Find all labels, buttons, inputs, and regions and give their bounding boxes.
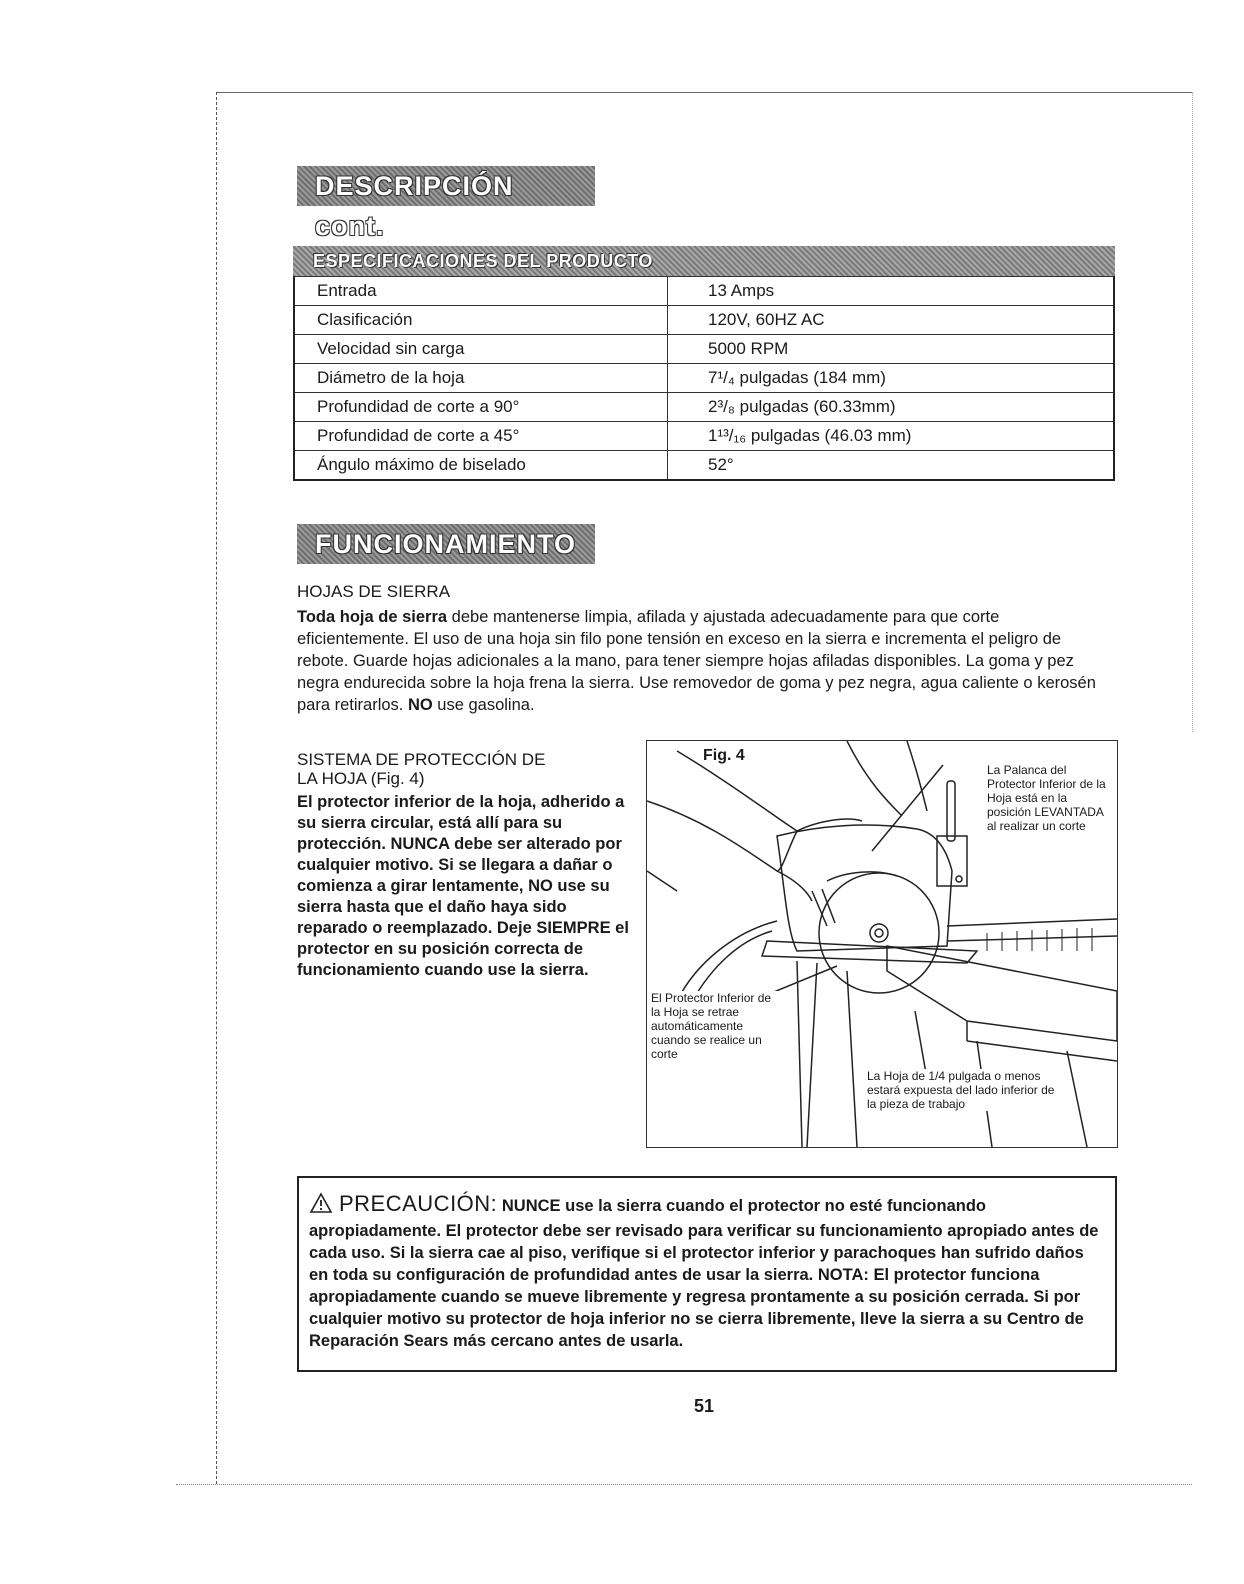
- page-number: 51: [694, 1396, 715, 1416]
- page-frame-left: [216, 92, 217, 1484]
- spec-label: Clasificación: [294, 306, 668, 335]
- spec-table-section: [293, 246, 1115, 481]
- page-frame-right: [1192, 92, 1193, 732]
- guard-title-line-2: LA HOJA (Fig. 4): [297, 769, 425, 788]
- caution-title: PRECAUCIÓN:: [339, 1191, 498, 1216]
- caption-lower-guard: El Protector Inferior de la Hoja se retrae automáticamente cuando se realice un corte: [651, 991, 779, 1061]
- table-row: [294, 364, 1114, 393]
- blades-heading: HOJAS DE SIERRA: [297, 582, 451, 601]
- table-row: [294, 393, 1114, 422]
- spec-table-header: ESPECIFICACIONES DEL PRODUCTO: [293, 246, 1115, 276]
- table-row: [294, 277, 1114, 306]
- operation-banner: FUNCIONAMIENTO: [297, 524, 595, 564]
- spec-value: 5000 RPM: [668, 335, 1115, 364]
- description-banner: DESCRIPCIÓN cont.: [297, 166, 595, 206]
- spec-value: 52°: [668, 451, 1115, 481]
- spec-value: 2³/₈ pulgadas (60.33mm): [668, 393, 1115, 422]
- spec-value: 13 Amps: [668, 277, 1115, 306]
- caution-box: [297, 1176, 1117, 1372]
- table-row: [294, 335, 1114, 364]
- spec-value: 7¹/₄ pulgadas (184 mm): [668, 364, 1115, 393]
- blades-lead: Toda hoja de sierra: [297, 608, 448, 626]
- caution-body: NUNCE use la sierra cuando el protector no esté funcionando apropiadamente. El protector debe ser revisado para verificar su funcionamiento apropiado antes de cada uso. Si la sierra cae al piso, verifique si el protector inferior y parachoques han sufrido daños en toda su configuración de profundidad antes de usar la sierra. NOTA: El protector funciona apropiadamente cuando se mueve libremente y regresa prontamente a su posición cerrada. Si por cualquier motivo su protector de hoja inferior no se cierra libremente, lleve la sierra a su Centro de Reparación Sears más cercano antes de usarla.: [309, 1197, 1099, 1350]
- spec-label: Entrada: [294, 277, 668, 306]
- spec-table: [293, 276, 1115, 481]
- caption-blade-exposure: La Hoja de 1/4 pulgada o menos estará expuesta del lado inferior de la pieza de trabajo: [867, 1069, 1067, 1111]
- table-row: [294, 422, 1114, 451]
- guard-title: [297, 750, 617, 788]
- spec-label: Profundidad de corte a 90°: [294, 393, 668, 422]
- spec-label: Ángulo máximo de biselado: [294, 451, 668, 481]
- table-row: [294, 451, 1114, 481]
- spec-label: Velocidad sin carga: [294, 335, 668, 364]
- warning-triangle-icon: [309, 1192, 333, 1220]
- figure-label: Fig. 4: [703, 747, 745, 764]
- page-frame-top: [216, 92, 1192, 93]
- table-row: [294, 306, 1114, 335]
- spec-label: Diámetro de la hoja: [294, 364, 668, 393]
- page-frame-bottom: [176, 1484, 1192, 1485]
- figure-4: [646, 740, 1118, 1148]
- guard-body: El protector inferior de la hoja, adherido a su sierra circular, está allí para su protección. NUNCA debe ser alterado por cualquier motivo. Si se llegara a dañar o comienza a girar lentamente, NO use su sierra hasta que el daño haya sido reparado o reemplazado. Deje SIEMPRE el protector en su posición correcta de funcionamiento cuando use la sierra.: [297, 793, 629, 979]
- blades-paragraph: [297, 606, 1107, 716]
- blades-no: NO: [407, 696, 433, 714]
- spec-value: 1¹³/₁₆ pulgadas (46.03 mm): [668, 422, 1115, 451]
- spec-label: Profundidad de corte a 45°: [294, 422, 668, 451]
- spec-value: 120V, 60HZ AC: [668, 306, 1115, 335]
- blades-body: debe mantenerse limpia, afilada y ajustada adecuadamente para que corte eficientemente. El uso de una hoja sin filo pone tensión en exceso en la sierra e incrementa el peligro de rebote. Guarde hojas adicionales a la mano, para tener siempre hojas afiladas disponibles. La goma y pez negra endurecida sobre la hoja frena la sierra. Use removedor de goma y pez negra, agua caliente o kerosén para retirarlos.: [297, 608, 1096, 714]
- caption-guard-lever: La Palanca del Protector Inferior de la Hoja está en la posición LEVANTADA al realizar un corte: [987, 763, 1113, 833]
- blades-tail: use gasolina.: [432, 696, 535, 714]
- guard-title-line-1: SISTEMA DE PROTECCIÓN DE: [297, 750, 546, 769]
